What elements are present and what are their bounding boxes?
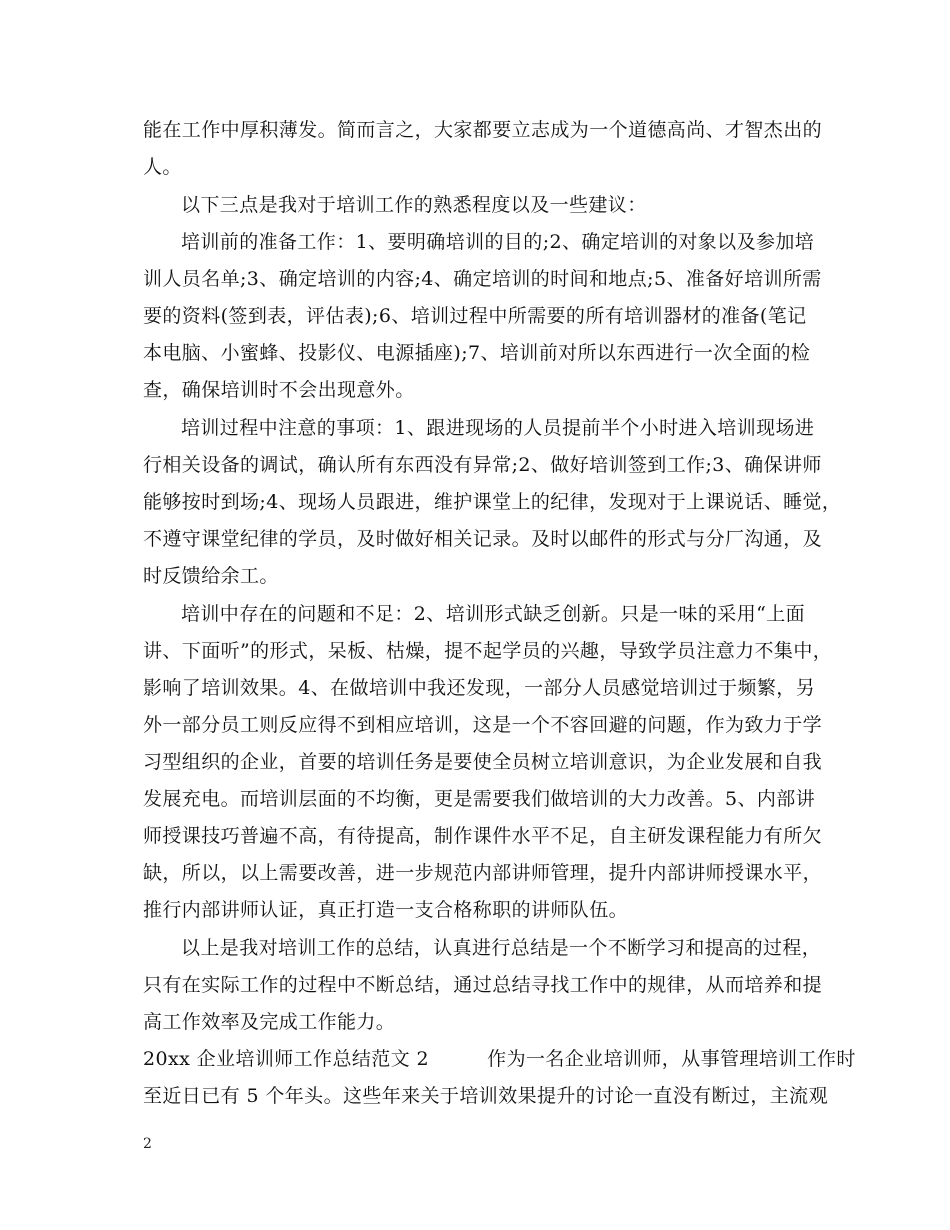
text-line: 师授课技巧普遍不高，有待提高，制作课件水平不足，自主研发课程能力有所欠 [143,825,823,847]
text-line: 至近日已有 5 个年头。这些年来关于培训效果提升的讨论一直没有断过，主流观 [143,1085,828,1107]
page-number: 2 [143,1136,152,1152]
text-line: 人。 [143,156,182,178]
text-line: 影响了培训效果。4、在做培训中我还发现，一部分人员感觉培训过于频繁，另 [143,677,816,699]
text-line: 要的资料(签到表，评估表);6、培训过程中所需要的所有培训器材的准备(笔记 [143,305,807,327]
text-line: 讲、下面听”的形式，呆板、枯燥，提不起学员的兴趣，导致学员注意力不集中， [143,640,833,662]
text-line: 以下三点是我对于培训工作的熟悉程度以及一些建议： [181,194,647,216]
text-line: 以上是我对培训工作的总结，认真进行总结是一个不断学习和提高的过程， [181,937,822,959]
text-line: 培训过程中注意的事项：1、跟进现场的人员提前半个小时进入培训现场进 [181,417,815,439]
text-line: 能够按时到场;4、现场人员跟进，维护课堂上的纪律，发现对于上课说话、睡觉， [143,491,842,513]
section-heading-line: 20xx 企业培训师工作总结范文 2 作为一名企业培训师，从事管理培训工作时 [143,1048,856,1070]
text-line: 培训前的准备工作：1、要明确培训的目的;2、确定培训的对象以及参加培 [181,231,815,253]
text-line: 只有在实际工作的过程中不断总结，通过总结寻找工作中的规律，从而培养和提 [143,974,823,996]
text-line: 外一部分员工则反应得不到相应培训，这是一个不容回避的问题，作为致力于学 [143,714,823,736]
text-line: 时反馈给余工。 [143,565,279,587]
text-line: 习型组织的企业，首要的培训任务是要使全员树立培训意识，为企业发展和自我 [143,751,823,773]
text-line: 查，确保培训时不会出现意外。 [143,379,415,401]
text-line: 能在工作中厚积薄发。简而言之，大家都要立志成为一个道德高尚、才智杰出的 [143,119,823,141]
text-line: 高工作效率及完成工作能力。 [143,1011,396,1033]
text-line: 缺，所以，以上需要改善，进一步规范内部讲师管理，提升内部讲师授课水平， [143,862,823,884]
text-line: 不遵守课堂纪律的学员，及时做好相关记录。及时以邮件的形式与分厂沟通，及 [143,528,823,550]
text-line: 培训中存在的问题和不足：2、培训形式缺乏创新。只是一味的采用“上面 [181,603,806,625]
text-line: 训人员名单;3、确定培训的内容;4、确定培训的时间和地点;5、准备好培训所需 [143,268,822,290]
text-line: 本电脑、小蜜蜂、投影仪、电源插座);7、培训前对所以东西进行一次全面的检 [143,342,811,364]
text-line: 推行内部讲师认证，真正打造一支合格称职的讲师队伍。 [143,899,629,921]
text-line: 行相关设备的调试，确认所有东西没有异常;2、做好培训签到工作;3、确保讲师 [143,454,822,476]
text-line: 发展充电。而培训层面的不均衡，更是需要我们做培训的大力改善。5、内部讲 [143,788,816,810]
